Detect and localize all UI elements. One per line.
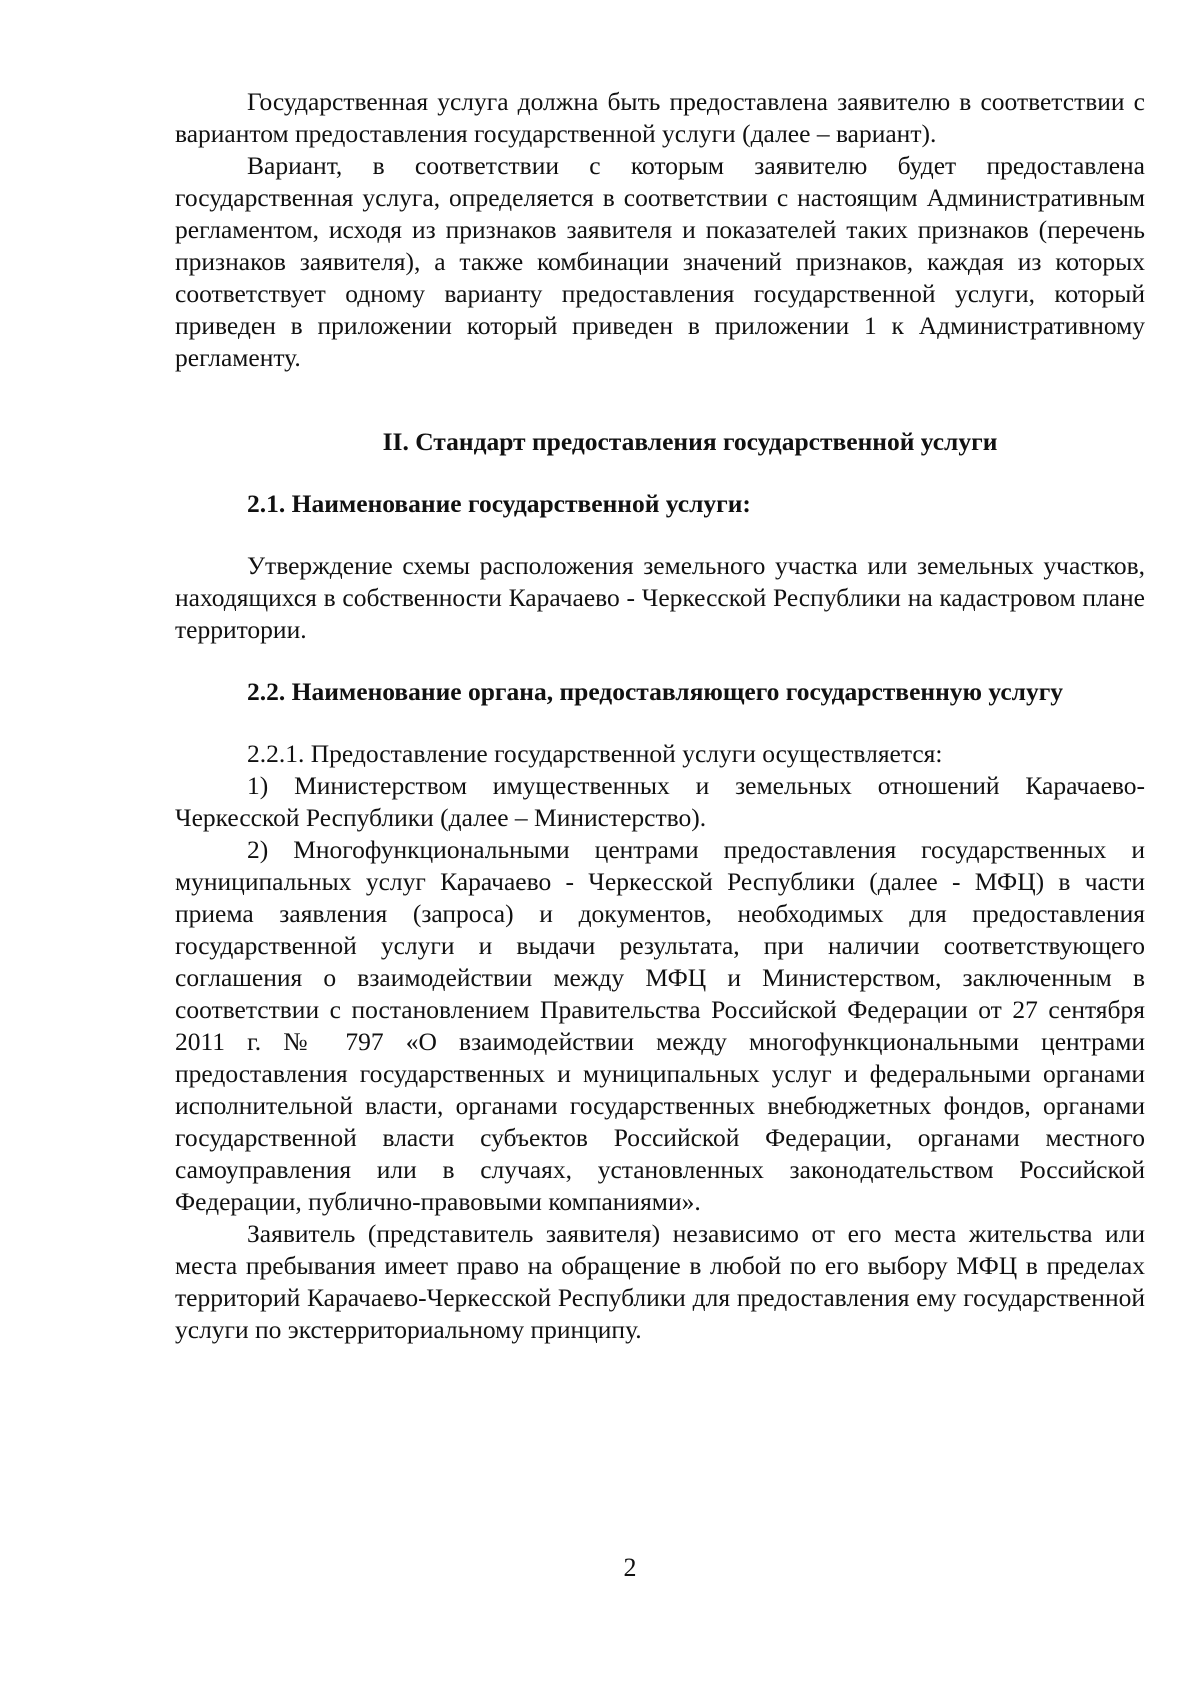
- paragraph-2-2-1: 2.2.1. Предоставление государственной услуги осуществляется:: [247, 739, 943, 768]
- page-number: 2: [623, 1553, 637, 1582]
- document-body: [175, 86, 1145, 1346]
- paragraph-applicant-extraterritorial: Заявитель (представитель заявителя) независимо от его места жительства или места пребывания имеет право на обращение в любой по его выбору МФЦ в пределах территорий Карачаево-Черкесской Республики для предоставления ему государственной услуги по экстерриториальному принципу.: [175, 1219, 1145, 1344]
- section-title: II. Стандарт предоставления государственной услуги: [382, 427, 998, 456]
- subsection-2-1-heading: 2.1. Наименование государственной услуги:: [247, 489, 751, 518]
- paragraph-ministry: 1) Министерством имущественных и земельных отношений Карачаево-Черкесской Республики (далее – Министерство).: [175, 771, 1145, 832]
- subsection-2-1-text: Утверждение схемы расположения земельного участка или земельных участков, находящихся в собственности Карачаево - Черкесской Республики на кадастровом плане территории.: [175, 551, 1145, 644]
- paragraph-variant-definition: Вариант, в соответствии с которым заявителю будет предоставлена государственная услуга, определяется в соответствии с настоящим Административным регламентом, исходя из признаков заявителя и показателей таких признаков (перечень признаков заявителя), а также комбинации значений признаков, каждая из которых соответствует одному варианту предоставления государственной услуги, который приведен в приложении который приведен в приложении 1 к Административному регламенту.: [175, 151, 1145, 372]
- paragraph-service-variant: Государственная услуга должна быть предоставлена заявителю в соответствии с вариантом предоставления государственной услуги (далее – вариант).: [175, 87, 1145, 148]
- subsection-2-2-heading: 2.2. Наименование органа, предоставляющего государственную услугу: [247, 677, 1064, 706]
- paragraph-mfc: 2) Многофункциональными центрами предоставления государственных и муниципальных услуг Карачаево - Черкесской Республики (далее - МФЦ) в части приема заявления (запроса) и документов, необходимых для предоставления государственной услуги и выдачи результата, при наличии соответствующего соглашения о взаимодействии между МФЦ и Министерством, заключенным в соответствии с постановлением Правительства Российской Федерации от 27 сентября 2011 г. № 797 «О взаимодействии между многофункциональными центрами предоставления государственных и муниципальных услуг и федеральными органами исполнительной власти, органами государственных внебюджетных фондов, органами государственной власти субъектов Российской Федерации, органами местного самоуправления или в случаях, установленных законодательством Российской Федерации, публично-правовыми компаниями».: [175, 835, 1145, 1216]
